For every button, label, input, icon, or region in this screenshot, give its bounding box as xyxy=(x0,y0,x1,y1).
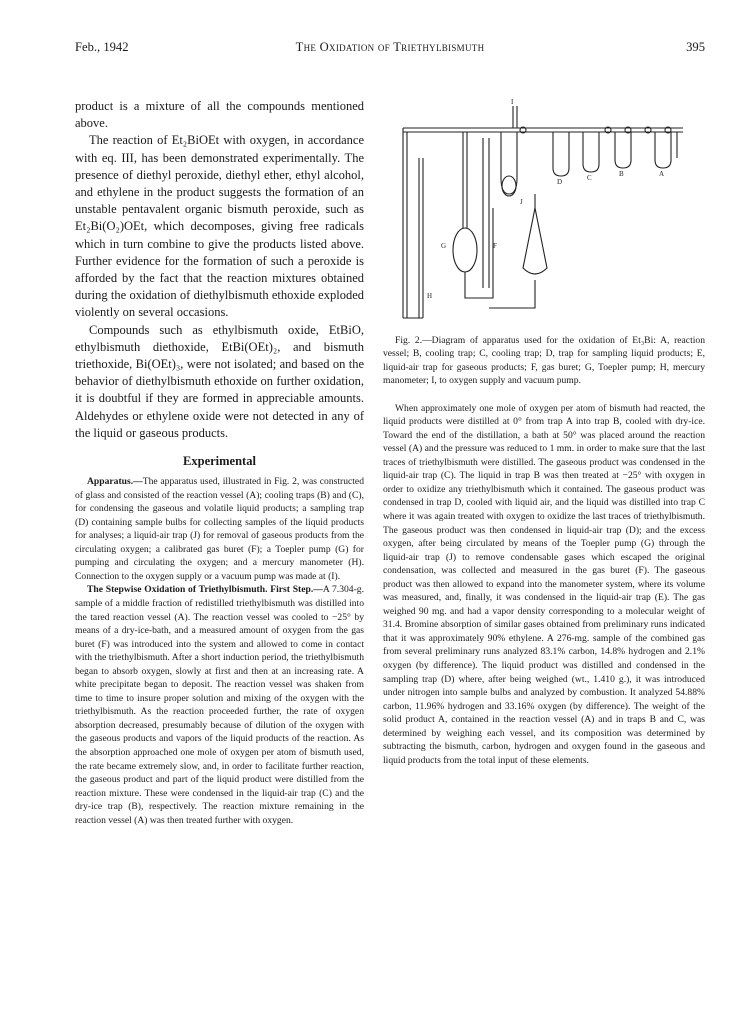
run-in-heading: The Stepwise Oxidation of Triethylbismuth. First Step.— xyxy=(87,584,323,596)
trap-j xyxy=(501,132,517,194)
paragraph-text: The apparatus used, illustrated in Fig. 2, was constructed of glass and consisted of the reaction vessel (A); cooling traps (B) and (C), for condensing the gaseous and volatile liquid products; a sampling trap (D) containing sample bulbs for collecting samples of the liquid products for analyses; a liquid-air trap (J) for removal of gaseous products from the circulating oxygen; a calibrated gas buret (F); a Toepler pump (G) for pumping and circulating the oxygen; and a mercury manometer (H). Connection to the oxygen supply or a vacuum pump was made at (I). xyxy=(75,476,364,582)
trap-c xyxy=(583,132,599,172)
header-title: The Oxidation of Triethylbismuth xyxy=(295,40,485,54)
trap-b xyxy=(615,132,631,168)
header-page-number: 395 xyxy=(686,40,705,54)
paragraph: Compounds such as ethylbismuth oxide, EtBiO, ethylbismuth diethoxide, EtBi(OEt)₂, and bismuth triethoxide, Bi(OEt)₃, were not isolated; and based on the behavior of diethylbismuth ethoxide on further oxidation, it is doubtful if they are formed in appreciable amounts. Aldehydes or ethylene oxide were not detected in any of the liquid or gaseous products. xyxy=(75,322,364,440)
running-header xyxy=(75,40,705,56)
paragraph: The reaction of Et₂BiOEt with oxygen, in accordance with eq. III, has been demonstrated experimentally. The presence of diethyl peroxide, diethyl ether, ethyl alcohol, and ethylene in the product suggests the formation of an unstable pentavalent organic bismuth peroxide, such as Et₂Bi(O₂)OEt, which decomposes, giving free radicals which in turn combine to give the products listed above. Further evidence for the formation of such a peroxide is afforded by the fact that the reaction mixtures obtained during the oxidation of diethylbismuth ethoxide exploded violently on several occasions. xyxy=(75,133,364,320)
paragraph xyxy=(75,475,364,583)
trap-d xyxy=(553,132,569,176)
header-date: Feb., 1942 xyxy=(75,40,129,54)
figure-caption: Fig. 2.—Diagram of apparatus used for the oxidation of Et₃Bi: A, reaction vessel; B, cooling trap; C, cooling trap; D, trap for sampling liquid products; E, liquid-air trap for gaseous products; F, gas buret; G, Toepler pump; H, mercury manometer; I, to oxygen supply and vacuum pump. xyxy=(383,335,705,387)
trap-j-bulb xyxy=(502,176,516,196)
label-g: G xyxy=(441,242,447,250)
paragraph: When approximately one mole of oxygen per atom of bismuth had reacted, the liquid products were distilled at 0° from trap A into trap B, cooled with dry-ice. Toward the end of the distillation, a bath at 50° was placed around the reaction vessel (A) and the pressure was reduced to 1 mm. in order to make sure that the last traces of triethylbismuth were distilled. The gaseous product was condensed in the liquid-air trap (C). The liquid in trap B was then treated at −25° with oxygen in order to oxidize any triethylbismuth which it contained. The gaseous product was condensed in trap D, cooled with liquid air, and the liquid was distilled into trap C where it was again treated with oxygen to oxidize the last traces of triethylbismuth. The gaseous product was then condensed in liquid-air trap (D); and the excess oxygen, after being circulated by means of the Toepler pump (G) through the liquid-air trap (J) to remove condensable gases which escaped the original condensation, was collected and measured in the gas buret (F). The gaseous product was then allowed to expand into the manometer system, where its volume was measured, and, finally, it was condensed in the liquid-air trap (E). The gas weighed 90 mg. and had a vapor density corresponding to a molecular weight of 31.4. Bromine absorption of similar gases obtained from preliminary runs indicated that it was approximately 90% ethylene. A 276-mg. sample of the combined gas from several preliminary runs analyzed 83.1% carbon, 14.8% hydrogen and 2.1% oxygen (by difference). The liquid product was distilled and condensed in the sampling trap (D) where, after being weighed (wt., 1.410 g.), it was introduced under nitrogen into sample bulbs and analyzed by combustion. It analyzed 54.88% carbon, 11.96% hydrogen and 33.16% oxygen (by difference). The weight of the solid product A, contained in the reaction vessel (A) and in traps B and C, was determined by weighing each vessel, and its composition was determined by subtracting the bismuth, carbon, hydrogen and oxygen found in the gaseous and liquid products from the total input of these elements. xyxy=(383,402,705,766)
reaction-vessel-a xyxy=(655,132,671,168)
label-j: J xyxy=(520,198,523,206)
section-heading: Experimental xyxy=(183,454,256,469)
paragraph-text: A 7.304-g. sample of a middle fraction of redistilled triethylbismuth was distilled into the tared reaction vessel (A). The reaction vessel was cooled to −25° by means of a dry-ice-bath, and a measured amount of oxygen from the gas buret (F) was introduced into the system and allowed to come in contact with the triethylbismuth. After a short induction period, the triethylbismuth began to absorb oxygen, slowly at first and then at an increasing rate. A white precipitate began to deposit. The reaction vessel was shaken from time to time to insure proper solution and mixing of the oxygen with the triethylbismuth. As the reaction proceeded further, the rate of oxygen absorption decreased, presumably because of dilution of the oxygen with the gaseous products and vapors of the liquid products of the reaction. As the absorption approached one mole of oxygen per atom of bismuth used, the rate became extremely slow, and, in order to facilitate further reaction, the gaseous product and part of the liquid product were distilled from the reaction mixture. These were condensed in the liquid-air trap (C) and the dry-ice trap (B), respectively. The reaction mixture remaining in the reaction vessel (A) was then treated further with oxygen. xyxy=(75,584,364,826)
right-column xyxy=(383,98,705,767)
apparatus-figure xyxy=(383,98,705,334)
paragraph: product is a mixture of all the compounds mentioned above. xyxy=(75,99,364,131)
label-d: D xyxy=(557,178,563,186)
label-a: A xyxy=(659,170,665,178)
toepler-pump-bulb xyxy=(453,228,477,272)
leveling-line xyxy=(489,280,535,308)
left-column xyxy=(75,98,364,827)
leveling-bulb xyxy=(523,208,547,274)
label-f: F xyxy=(493,242,497,250)
label-c: C xyxy=(587,174,592,182)
label-b: B xyxy=(619,170,624,178)
apparatus-diagram xyxy=(383,98,705,334)
label-i: I xyxy=(511,98,514,106)
paragraph xyxy=(75,583,364,827)
run-in-heading: Apparatus.— xyxy=(87,476,143,488)
label-h: H xyxy=(427,292,433,300)
